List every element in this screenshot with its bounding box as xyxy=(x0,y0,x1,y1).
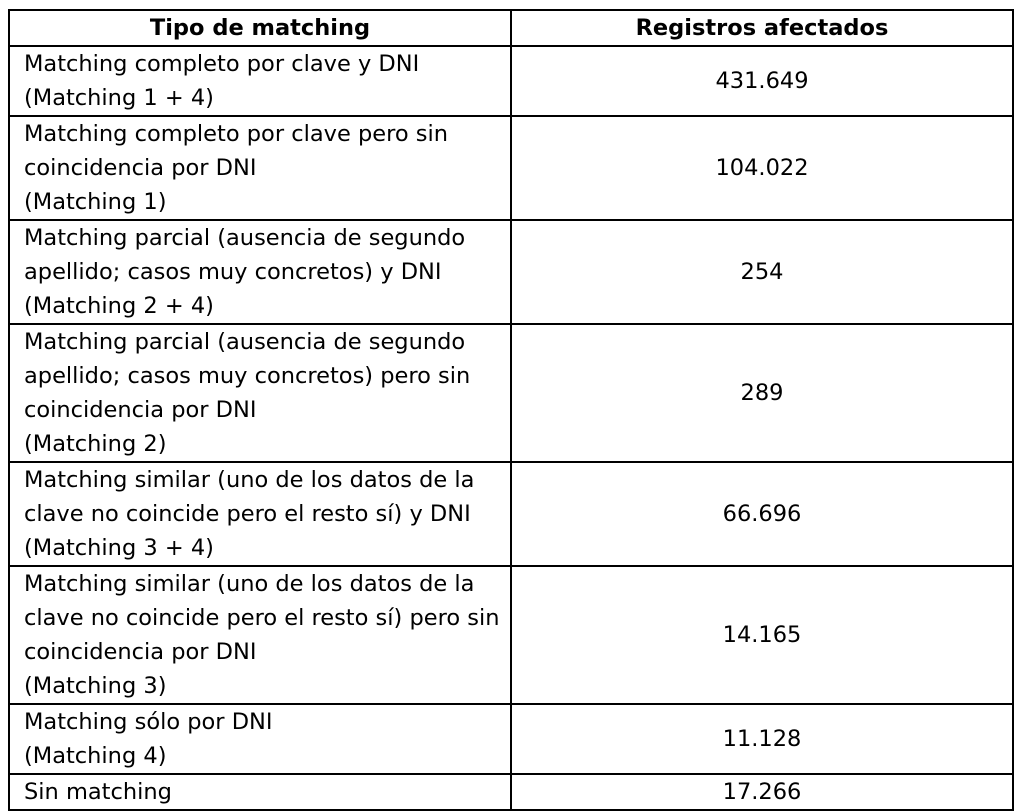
cell-registros: 254 xyxy=(511,220,1013,324)
cell-tipo: Sin matching xyxy=(9,774,511,810)
cell-tipo: Matching sólo por DNI (Matching 4) xyxy=(9,704,511,774)
cell-tipo: Matching completo por clave pero sin coincidencia por DNI (Matching 1) xyxy=(9,116,511,220)
table-row xyxy=(9,704,1013,774)
table-row xyxy=(9,46,1013,116)
table-row xyxy=(9,220,1013,324)
table-row xyxy=(9,324,1013,462)
table-row xyxy=(9,774,1013,810)
cell-registros: 104.022 xyxy=(511,116,1013,220)
table-header-row xyxy=(9,10,1013,46)
cell-tipo: Matching completo por clave y DNI (Matching 1 + 4) xyxy=(9,46,511,116)
cell-registros: 431.649 xyxy=(511,46,1013,116)
cell-tipo: Matching parcial (ausencia de segundo apellido; casos muy concretos) y DNI (Matching 2 + 4) xyxy=(9,220,511,324)
cell-registros: 14.165 xyxy=(511,566,1013,704)
cell-registros: 66.696 xyxy=(511,462,1013,566)
cell-registros: 17.266 xyxy=(511,774,1013,810)
cell-tipo: Matching similar (uno de los datos de la clave no coincide pero el resto sí) pero sin coincidencia por DNI (Matching 3) xyxy=(9,566,511,704)
cell-tipo: Matching similar (uno de los datos de la clave no coincide pero el resto sí) y DNI (Matching 3 + 4) xyxy=(9,462,511,566)
table-row xyxy=(9,566,1013,704)
cell-registros: 11.128 xyxy=(511,704,1013,774)
table-row xyxy=(9,462,1013,566)
cell-registros: 289 xyxy=(511,324,1013,462)
cell-tipo: Matching parcial (ausencia de segundo apellido; casos muy concretos) pero sin coincidencia por DNI (Matching 2) xyxy=(9,324,511,462)
table-row xyxy=(9,116,1013,220)
header-tipo-de-matching: Tipo de matching xyxy=(9,10,511,46)
header-registros-afectados: Registros afectados xyxy=(511,10,1013,46)
matching-table xyxy=(8,9,1014,811)
